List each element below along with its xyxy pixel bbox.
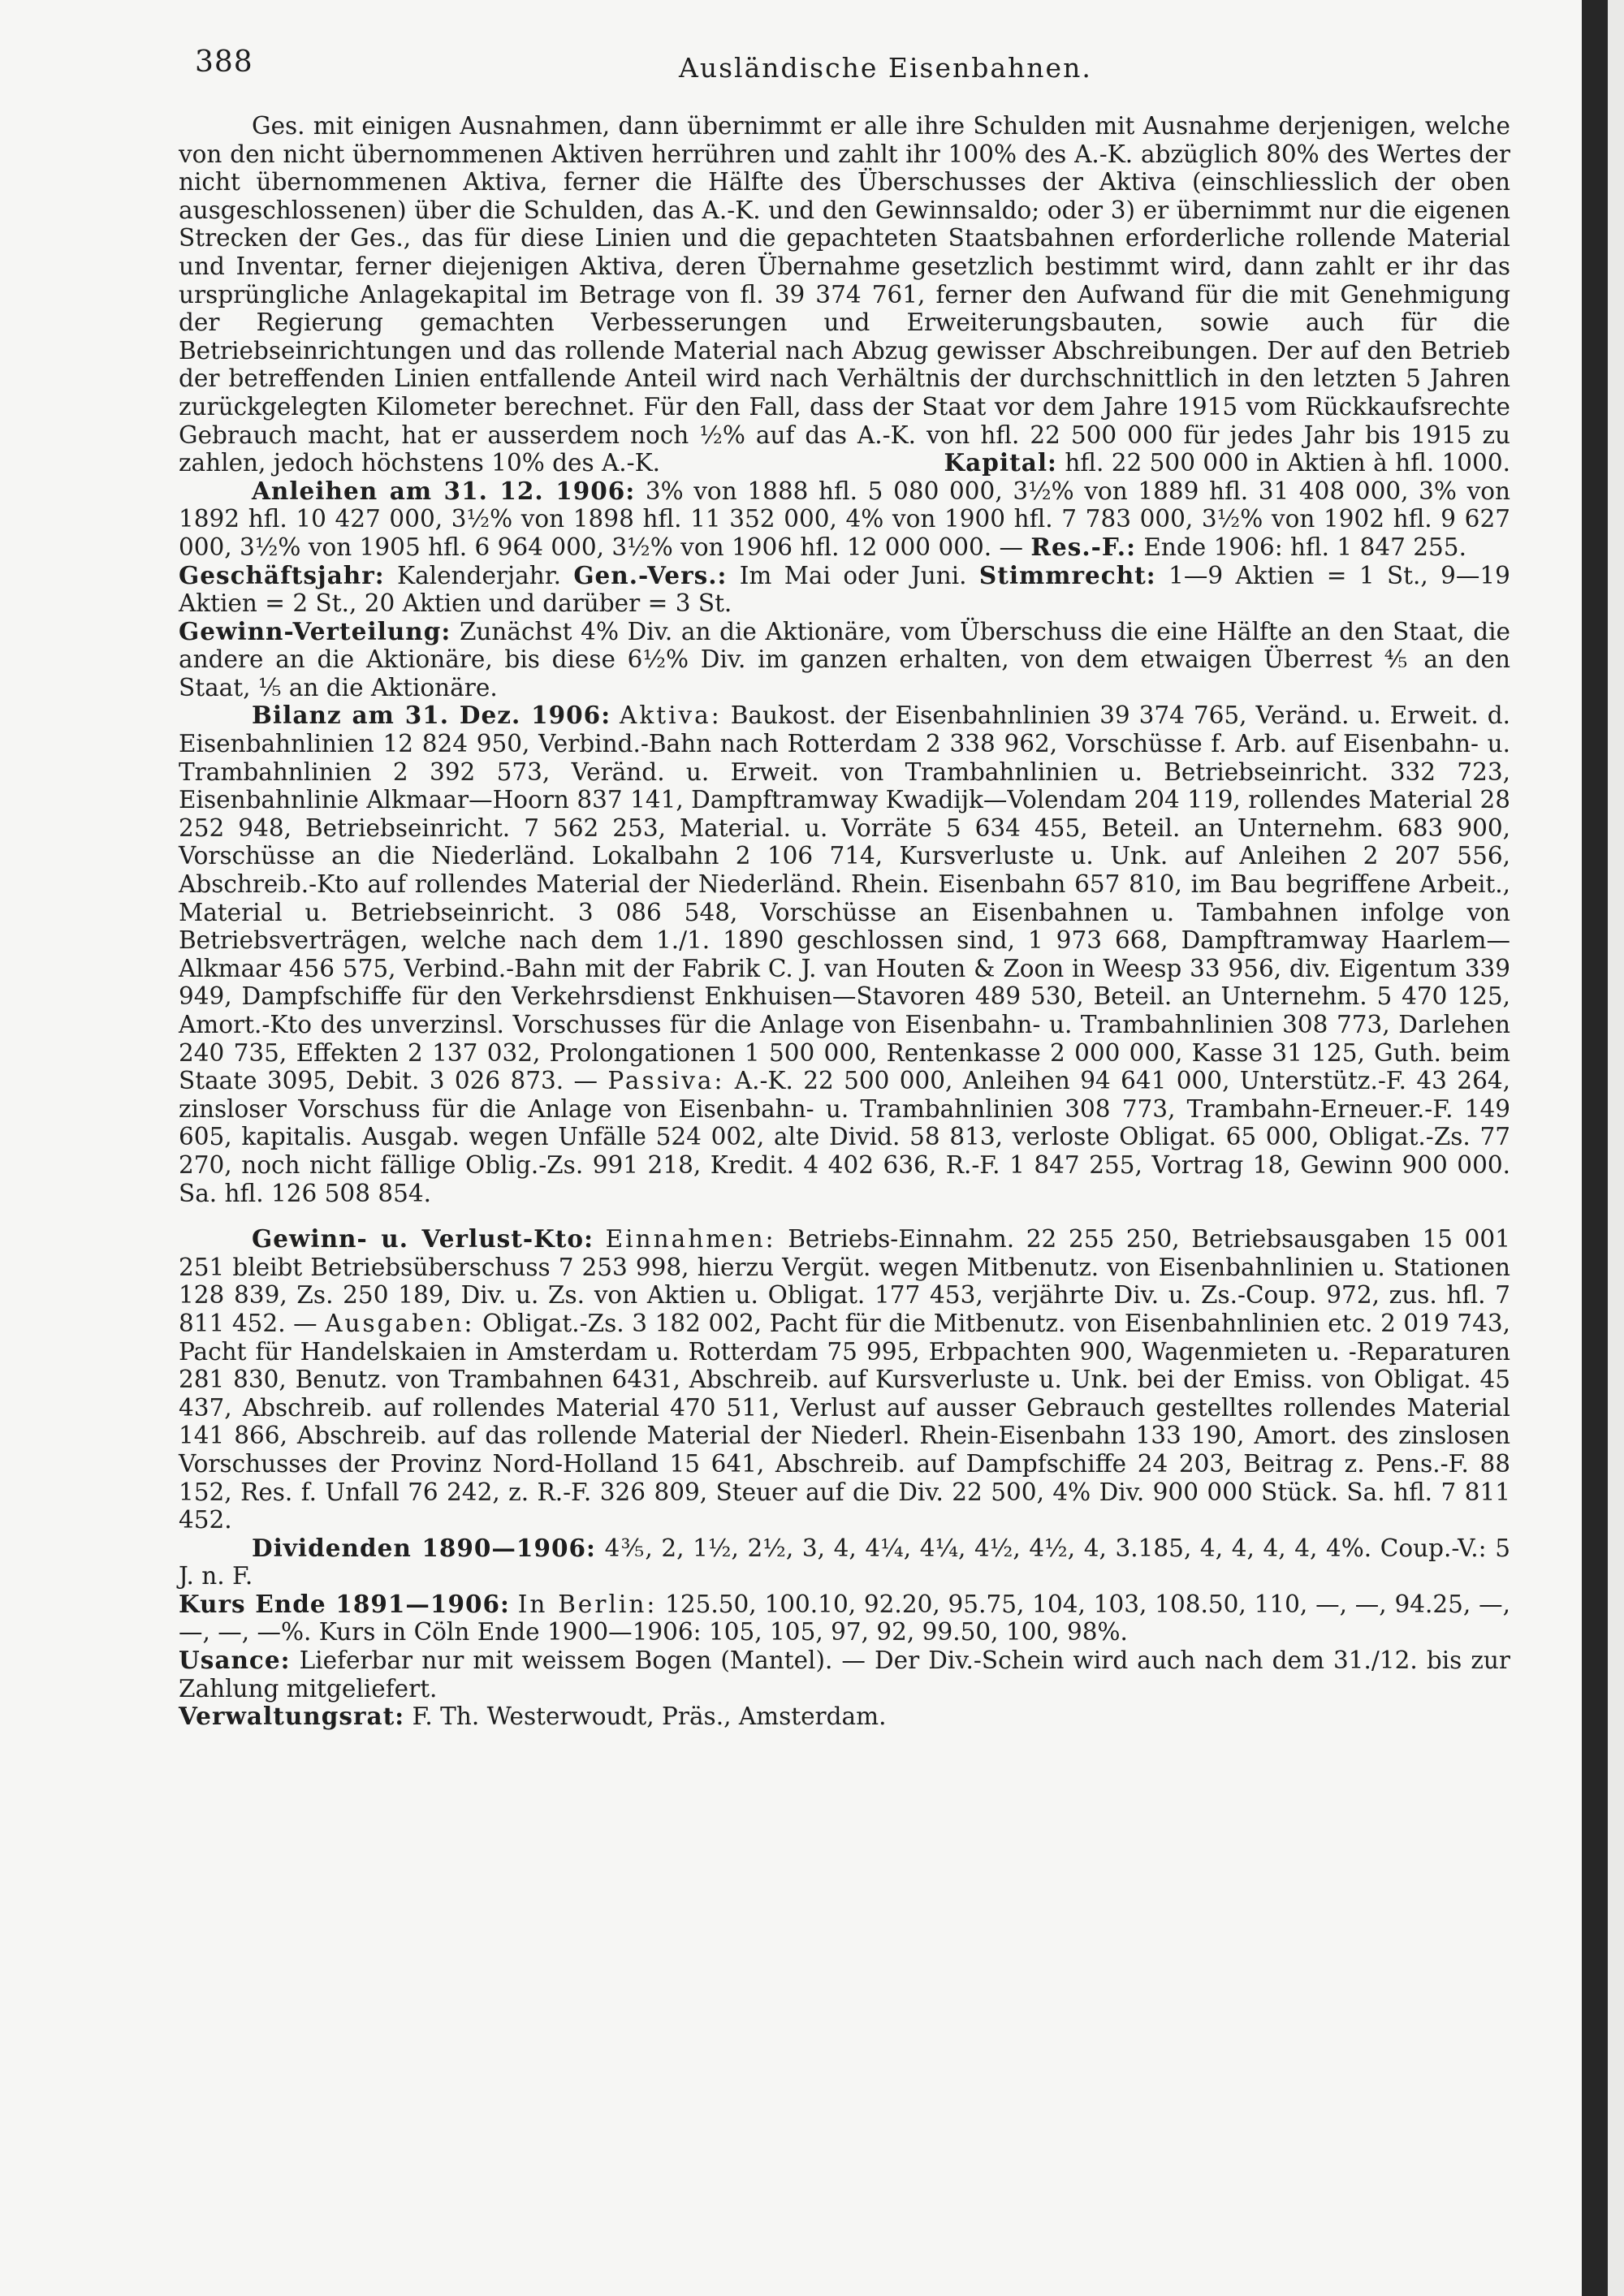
verwaltungsrat-text: F. Th. Westerwoudt, Präs., Amsterdam. bbox=[412, 1703, 887, 1731]
gen-vers-label: Gen.-Vers.: bbox=[573, 560, 728, 589]
bilanz-label: Bilanz am 31. Dez. 1906: bbox=[252, 701, 611, 730]
stimmrecht-text: 1—9 Aktien = 1 St., 9—19 Aktien = 2 St., 20 Aktien und darüber = 3 St. bbox=[179, 561, 1510, 618]
intro-text: Ges. mit einigen Ausnahmen, dann übernimmt er alle ihre Schulden mit Ausnahme derjenigen, welche von den nicht übernommenen Aktiven herrühren und zahlt ihr 100% des A.-K. abzüglich 80% des Wertes der nicht übernommenen Aktiva, ferner die Hälfte des Überschusses der Aktiva (einschliesslich der oben ausgeschlossenen) über die Schulden, das A.-K. und den Gewinnsaldo; oder 3) er übernimmt nur die eigenen Strecken der Ges., das für diese Linien und die gepachteten Staatsbahnen erforderliche rollende Material und Inventar, ferner diejenigen Aktiva, deren Übernahme gesetzlich bestimmt wird, dann zahlt er ihr das ursprüngliche Anlagekapital im Betrage von fl. 39 374 761, ferner den Aufwand für die mit Genehmigung der Regierung gemachten Verbesserungen und Erweiterungsbauten, sowie auch für die Betriebseinrichtungen und das rollende Material nach Abzug gewisser Abschreibungen. Der auf den Betrieb der betreffenden Linien entfallende Anteil wird nach Verhältnis der durchschnittlich in den letzten 5 Jahren zurückgelegten Kilometer berechnet. Für den Fall, dass der Staat vor dem Jahre 1915 vom Rückkaufsrechte Gebrauch macht, hat er ausserdem noch ½% auf das A.-K. von hfl. 22 500 000 für jedes Jahr bis 1915 zu zahlen, jedoch höchstens 10% des A.-K. bbox=[179, 112, 1510, 477]
res-f-label: Res.-F.: bbox=[1030, 532, 1136, 561]
gewinn-verlust-paragraph bbox=[179, 1225, 1510, 1534]
gewinn-verteilung-text: Zunächst 4% Div. an die Aktionäre, vom Überschuss die eine Hälfte an den Staat, die andere an die Aktionäre, bis diese 6½% Div. im ganzen erhalten, von dem etwaigen Überrest ⅘ an den Staat, ⅕ an die Aktionäre. bbox=[179, 617, 1510, 701]
aktiva-text: Baukost. der Eisenbahnlinien 39 374 765, Veränd. u. Erweit. d. Eisenbahnlinien 12 824 950, Verbind.-Bahn nach Rotterdam 2 338 962, Vorschüsse f. Arb. auf Eisenbahn- u. Trambahnlinien 2 392 573, Veränd. u. Erweit. von Trambahnlinien u. Betriebseinricht. 332 723, Eisenbahnlinie Alkmaar—Hoorn 837 141, Dampftramway Kwadijk—Volendam 204 119, rollendes Material 28 252 948, Betriebseinricht. 7 562 253, Material. u. Vorräte 5 634 455, Beteil. an Unternehm. 683 900, Vorschüsse an die Niederländ. Lokalbahn 2 106 714, Kursverluste u. Unk. auf Anleihen 2 207 556, Abschreib.-Kto auf rollendes Material der Niederländ. Rhein. Eisenbahn 657 810, im Bau begriffene Arbeit., Material u. Betriebseinricht. 3 086 548, Vorschüsse an Eisenbahnen u. Tambahnen infolge von Betriebsverträgen, welche nach dem 1./1. 1890 geschlossen sind, 1 973 668, Dampftramway Haarlem—Alkmaar 456 575, Verbind.-Bahn mit der Fabrik C. J. van Houten & Zoon in Weesp 33 956, div. Eigentum 339 949, Dampfschiffe für den Verkehrsdienst Enkhuisen—Stavoren 489 530, Beteil. an Unternehm. 5 470 125, Amort.-Kto des unverzinsl. Vorschusses für die Anlage von Eisenbahn- u. Trambahnlinien 308 773, Darlehen 240 735, Effekten 2 137 032, Prolongationen 1 500 000, Rentenkasse 2 000 000, Kasse 31 125, Guth. beim Staate 3095, Debit. 3 026 873. — bbox=[179, 701, 1510, 1095]
kurs-text: 125.50, 100.10, 92.20, 95.75, 104, 103, 108.50, 110, —, —, 94.25, —, —, —, —%. Kurs in Cöln Ende 1900—1906: 105, 105, 97, 92, 99.50, 100, 98%. bbox=[179, 1590, 1510, 1646]
kurs-label: Kurs Ende 1891—1906: bbox=[179, 1589, 510, 1618]
dividenden-label: Dividenden 1890—1906: bbox=[252, 1533, 596, 1562]
kapital-entry bbox=[870, 449, 1510, 477]
anleihen-label: Anleihen am 31. 12. 1906: bbox=[252, 476, 636, 505]
verwaltungsrat-label: Verwaltungsrat: bbox=[179, 1702, 405, 1731]
einnahmen-label: Einnahmen: bbox=[605, 1225, 776, 1254]
passiva-label: Passiva: bbox=[607, 1067, 725, 1095]
bilanz-paragraph bbox=[179, 701, 1510, 1207]
usance-paragraph bbox=[179, 1646, 1510, 1703]
usance-label: Usance: bbox=[179, 1646, 291, 1675]
kurs-paragraph bbox=[179, 1590, 1510, 1646]
gewinn-verlust-label: Gewinn- u. Verlust-Kto: bbox=[252, 1224, 594, 1254]
geschaeftsjahr-paragraph bbox=[179, 562, 1510, 618]
gewinn-verteilung-label: Gewinn-Verteilung: bbox=[179, 616, 451, 645]
intro-paragraph bbox=[179, 112, 1510, 477]
ausgaben-text: Obligat.-Zs. 3 182 002, Pacht für die Mitbenutz. von Eisenbahnlinien etc. 2 019 743, Pacht für Handelskaien in Amsterdam u. Rotterdam 75 995, Erbpachten 900, Wagenmieten u. -Reparaturen 281 830, Benutz. von Trambahnen 6431, Abschreib. auf Kursverluste u. Unk. bei der Emiss. von Obligat. 45 437, Abschreib. auf rollendes Material 470 511, Verlust auf ausser Gebrauch gestelltes rollendes Material 141 866, Abschreib. auf das rollende Material der Niederl. Rhein-Eisenbahn 133 190, Amort. des zinslosen Vorschusses der Provinz Nord-Holland 15 641, Abschreib. auf Dampfschiffe 24 203, Beitrag z. Pens.-F. 88 152, Res. f. Unfall 76 242, z. R.-F. 326 809, Steuer auf die Div. 22 500, 4% Div. 900 000 Stück. Sa. hfl. 7 811 452. bbox=[179, 1309, 1510, 1534]
dividenden-text: 4⅗, 2, 1½, 2½, 3, 4, 4¼, 4¼, 4½, 4½, 4, 3.185, 4, 4, 4, 4, 4%. Coup.-V.: 5 J. n. F. bbox=[179, 1534, 1511, 1590]
body-text bbox=[179, 112, 1510, 1731]
aktiva-label: Aktiva: bbox=[620, 701, 722, 730]
ausgaben-label: Ausgaben: bbox=[325, 1309, 475, 1337]
page-edge bbox=[1608, 0, 1624, 2296]
anleihen-text: 3% von 1888 hfl. 5 080 000, 3½% von 1889 hfl. 31 408 000, 3% von 1892 hfl. 10 427 000, 3½% von 1898 hfl. 11 352 000, 4% von 1900 hfl. 7 783 000, 3½% von 1902 hfl. 9 627 000, 3½% von 1905 hfl. 6 964 000, 3½% von 1906 hfl. 12 000 000. — bbox=[179, 477, 1510, 561]
res-f-text: Ende 1906: hfl. 1 847 255. bbox=[1143, 533, 1466, 561]
geschaeftsjahr-text: Kalenderjahr. bbox=[397, 561, 561, 589]
verwaltungsrat-paragraph bbox=[179, 1703, 1510, 1731]
kapital-text: hfl. 22 500 000 in Aktien à hfl. 1000. bbox=[1065, 449, 1510, 477]
running-head: Ausländische Eisenbahnen. bbox=[679, 52, 1092, 84]
einnahmen-text: Betriebs-Einnahm. 22 255 250, Betriebsausgaben 15 001 251 bleibt Betriebsüberschuss 7 253 998, hierzu Vergüt. wegen Mitbenutz. von Eisenbahnlinien u. Stationen 128 839, Zs. 250 189, Div. u. Zs. von Aktien u. Obligat. 177 453, verjährte Div. u. Zs.-Coup. 972, zus. hfl. 7 811 452. — bbox=[179, 1225, 1510, 1337]
kurs-berlin-label: In Berlin: bbox=[517, 1590, 658, 1618]
binding-shadow bbox=[1582, 0, 1608, 2296]
anleihen-paragraph bbox=[179, 477, 1510, 562]
gen-vers-text: Im Mai oder Juni. bbox=[739, 561, 967, 589]
passiva-text: A.-K. 22 500 000, Anleihen 94 641 000, Unterstütz.-F. 43 264, zinsloser Vorschuss für die Anlage von Eisenbahn- u. Trambahnlinien 308 773, Trambahn-Erneuer.-F. 149 605, kapitalis. Ausgab. wegen Unfälle 524 002, alte Divid. 58 813, verloste Obligat. 65 000, Obligat.-Zs. 77 270, noch nicht fällige Oblig.-Zs. 991 218, Kredit. 4 402 636, R.-F. 1 847 255, Vortrag 18, Gewinn 900 000. Sa. hfl. 126 508 854. bbox=[179, 1067, 1510, 1207]
usance-text: Lieferbar nur mit weissem Bogen (Mantel). — Der Div.-Schein wird auch nach dem 31./12. bis zur Zahlung mitgeliefert. bbox=[179, 1646, 1510, 1703]
gewinn-verteilung-paragraph bbox=[179, 618, 1510, 702]
stimmrecht-label: Stimmrecht: bbox=[978, 560, 1156, 589]
dividenden-paragraph bbox=[179, 1534, 1510, 1590]
kapital-label: Kapital: bbox=[944, 448, 1057, 477]
geschaeftsjahr-label: Geschäftsjahr: bbox=[179, 560, 385, 589]
page-number: 388 bbox=[195, 45, 253, 79]
